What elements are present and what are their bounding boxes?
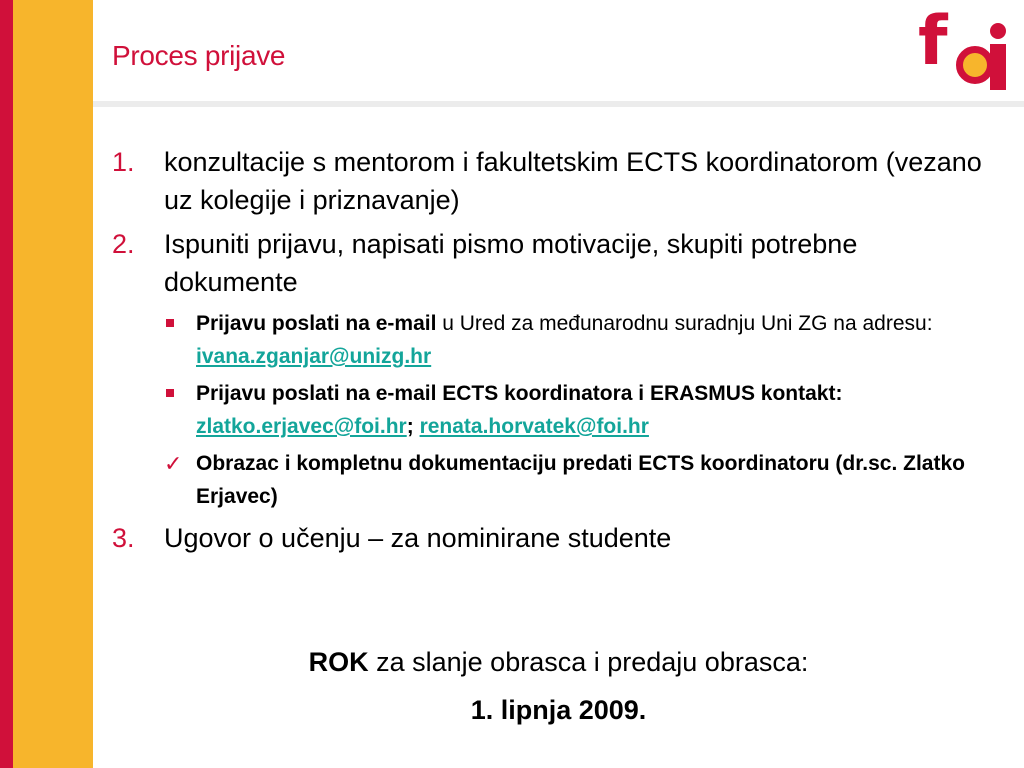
sub-item-bold: Prijavu poslati na e-mail ECTS koordinatora i ERASMUS kontakt: bbox=[196, 382, 843, 405]
item-text: Ugovor o učenju – za nominirane studente bbox=[164, 523, 672, 553]
slide-body bbox=[112, 143, 992, 563]
email-link-erjavec[interactable]: zlatko.erjavec@foi.hr bbox=[196, 415, 407, 438]
item-number: 3. bbox=[112, 523, 135, 553]
square-bullet-icon bbox=[166, 319, 174, 327]
checkmark-icon: ✓ bbox=[164, 451, 183, 476]
sub-item-text: u Ured za međunarodnu suradnju Uni ZG na adresu: bbox=[436, 312, 933, 335]
foi-logo bbox=[918, 2, 1008, 84]
left-yellow-stripe bbox=[13, 0, 93, 768]
logo-letter-f: f bbox=[918, 2, 948, 81]
sub-item-bold: Prijavu poslati na e-mail bbox=[196, 312, 437, 335]
item-text: Ispuniti prijavu, napisati pismo motivacije, skupiti potrebne dokumente bbox=[164, 229, 858, 297]
item-number: 2. bbox=[112, 229, 135, 259]
item-number: 1. bbox=[112, 147, 135, 177]
deadline-text: za slanje obrasca i predaju obrasca: bbox=[368, 647, 809, 677]
email-link-office[interactable]: ivana.zganjar@unizg.hr bbox=[196, 345, 432, 368]
list-item bbox=[112, 225, 992, 301]
deadline-line bbox=[93, 647, 1024, 678]
sub-item-submit-docs bbox=[164, 447, 992, 513]
item-text: konzultacije s mentorom i fakultetskim ECTS koordinatorom (vezano uz kolegije i priznavanje) bbox=[164, 147, 982, 215]
sub-item-email-coordinator bbox=[164, 377, 992, 443]
list-item bbox=[112, 519, 992, 557]
deadline-date: 1. lipnja 2009. bbox=[470, 695, 647, 725]
logo-i-stem bbox=[990, 44, 1006, 90]
list-item bbox=[112, 143, 992, 219]
left-red-stripe bbox=[0, 0, 13, 768]
slide-title: Proces prijave bbox=[112, 40, 286, 71]
header-divider bbox=[93, 101, 1024, 107]
logo-i-dot bbox=[990, 23, 1006, 39]
deadline-label: ROK bbox=[308, 647, 369, 677]
sub-item-bold: Obrazac i kompletnu dokumentaciju predati ECTS koordinatoru (dr.sc. Zlatko Erjavec) bbox=[196, 452, 965, 508]
sub-item-email-office bbox=[164, 307, 992, 373]
logo-letter-o bbox=[956, 46, 994, 84]
email-link-horvatek[interactable]: renata.horvatek@foi.hr bbox=[419, 415, 649, 438]
email-separator: ; bbox=[406, 415, 414, 438]
square-bullet-icon bbox=[166, 389, 174, 397]
